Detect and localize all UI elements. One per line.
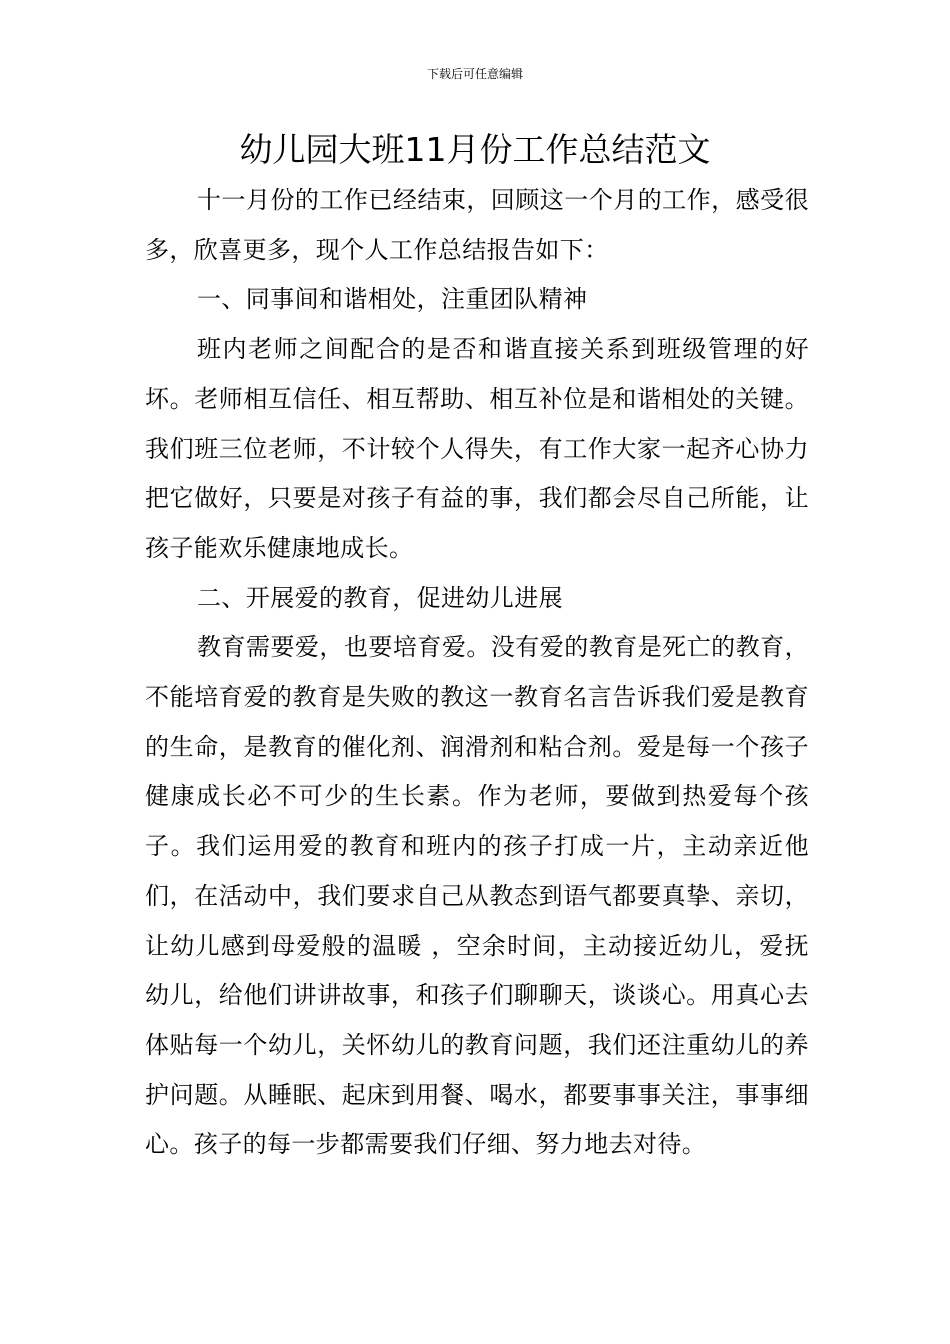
section-paragraph-2: 教育需要爱，也要培育爱。没有爱的教育是死亡的教育，不能培育爱的教育是失败的教这一教育名言告诉我们爱是教育的生命，是教育的催化剂、润滑剂和粘合剂。爱是每一个孩子健康成长必不可少的生长素。作为老师，要做到热爱每个孩子。我们运用爱的教育和班内的孩子打成一片，主动亲近他们，在活动中，我们要求自己从教态到语气都要真挚、亲切，让幼儿感到母爱般的温暖 ，空余时间，主动接近幼儿，爱抚幼儿，给他们讲讲故事，和孩子们聊聊天，谈谈心。用真心去体贴每一个幼儿，关怀幼儿的教育问题，我们还注重幼儿的养护问题。从睡眠、起床到用餐、喝水，都要事事关注，事事细心。孩子的每一步都需要我们仔细、努力地去对待。 bbox=[145, 633, 809, 1159]
document-body bbox=[145, 176, 809, 1170]
document-title: 幼儿园大班11月份工作总结范文 bbox=[239, 130, 711, 169]
section-paragraph-1: 班内老师之间配合的是否和谐直接关系到班级管理的好坏。老师相互信任、相互帮助、相互补位是和谐相处的关键。我们班三位老师，不计较个人得失，有工作大家一起齐心协力把它做好，只要是对孩子有益的事，我们都会尽自己所能，让孩子能欢乐健康地成长。 bbox=[145, 335, 809, 562]
section-heading-2: 二、开展爱的教育，促进幼儿进展 bbox=[197, 583, 563, 612]
header-note: 下载后可任意编辑 bbox=[426, 67, 523, 81]
section-heading-1: 一、同事间和谐相处，注重团队精神 bbox=[197, 285, 588, 314]
intro-paragraph: 十一月份的工作已经结束，回顾这一个月的工作，感受很多，欣喜更多，现个人工作总结报告如下： bbox=[145, 186, 809, 264]
